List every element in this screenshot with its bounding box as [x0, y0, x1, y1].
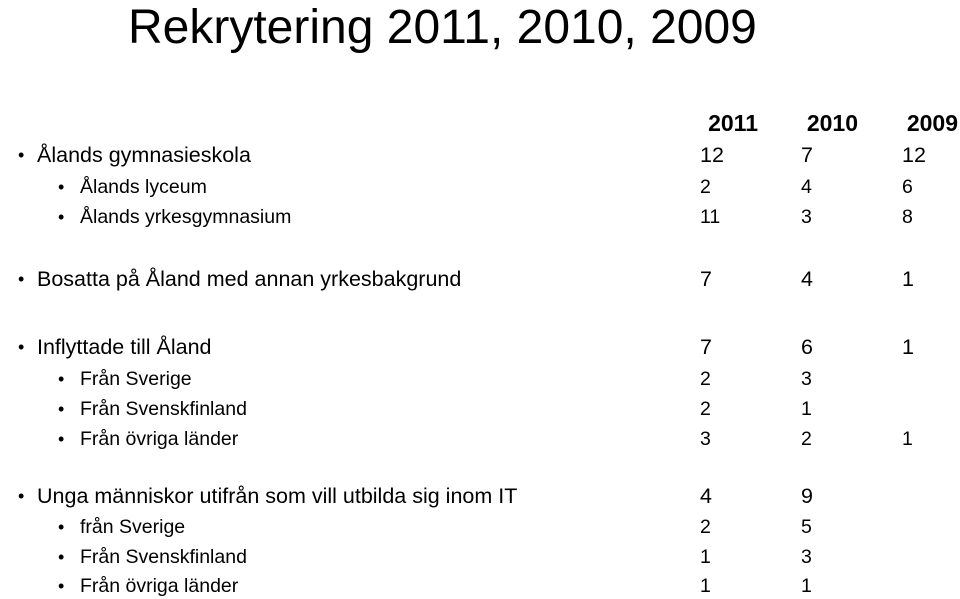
page-title: Rekrytering 2011, 2010, 2009 [128, 1, 757, 54]
value-2009: 1 [902, 335, 914, 359]
table-row [0, 544, 960, 570]
bullet-icon: • [18, 145, 25, 165]
bullet-icon: • [58, 517, 65, 537]
value-2009: 12 [902, 143, 926, 167]
value-2010: 3 [801, 368, 812, 390]
value-2011: 4 [700, 484, 712, 508]
value-2010: 9 [801, 484, 813, 508]
bullet-icon: • [18, 337, 25, 357]
value-2010: 3 [801, 546, 812, 568]
value-2009: 1 [902, 267, 914, 291]
bullet-icon: • [58, 547, 65, 567]
table-row [0, 426, 960, 452]
value-2011: 2 [700, 516, 711, 538]
value-2009: 8 [902, 206, 913, 228]
value-2010: 1 [801, 398, 812, 420]
value-2011: 1 [700, 575, 711, 597]
value-2010: 1 [801, 575, 812, 597]
bullet-icon: • [18, 269, 25, 289]
value-2010: 5 [801, 516, 812, 538]
bullet-icon: • [58, 429, 65, 449]
value-2011: 2 [700, 368, 711, 390]
table-row [0, 204, 960, 230]
row-label: Unga människor utifrån som vill utbilda sig inom IT [37, 484, 518, 508]
row-label: från Sverige [80, 516, 186, 538]
bullet-icon: • [58, 369, 65, 389]
table-row [0, 174, 960, 200]
value-2011: 2 [700, 176, 711, 198]
value-2011: 2 [700, 398, 711, 420]
value-2011: 1 [700, 546, 711, 568]
value-2010: 6 [801, 335, 813, 359]
bullet-icon: • [58, 399, 65, 419]
value-2011: 3 [700, 428, 711, 450]
bullet-icon: • [58, 207, 65, 227]
value-2011: 12 [700, 143, 724, 167]
row-label: Från övriga länder [80, 575, 239, 597]
row-label: Ålands gymnasieskola [37, 143, 251, 167]
row-label: Ålands yrkesgymnasium [80, 206, 292, 228]
row-label: Ålands lyceum [80, 176, 207, 198]
value-2010: 3 [801, 206, 812, 228]
table-row [0, 266, 960, 292]
bullet-icon: • [18, 486, 25, 506]
value-2011: 11 [700, 206, 721, 228]
row-label: Inflyttade till Åland [37, 335, 212, 359]
row-label: Bosatta på Åland med annan yrkesbakgrund [37, 267, 462, 291]
value-2009: 6 [902, 176, 913, 198]
value-2010: 4 [801, 176, 812, 198]
value-2010: 2 [801, 428, 812, 450]
row-label: Från Sverige [80, 368, 192, 390]
row-label: Från Svenskfinland [80, 546, 247, 568]
row-label: Från övriga länder [80, 428, 239, 450]
value-2011: 7 [700, 335, 712, 359]
row-label: Från Svenskfinland [80, 398, 247, 420]
table-row [0, 334, 960, 360]
table-row [0, 366, 960, 392]
value-2010: 4 [801, 267, 813, 291]
bullet-icon: • [58, 576, 65, 596]
table-row [0, 573, 960, 599]
year-header-row [0, 109, 960, 137]
table-row [0, 142, 960, 168]
year-header-2010: 2010 [806, 110, 858, 136]
year-header-2011: 2011 [708, 110, 758, 136]
value-2009: 1 [902, 428, 913, 450]
year-header-2009: 2009 [906, 110, 958, 136]
bullet-icon: • [58, 177, 65, 197]
table-row [0, 483, 960, 509]
table-row [0, 514, 960, 540]
table-row [0, 396, 960, 422]
value-2010: 7 [801, 143, 813, 167]
value-2011: 7 [700, 267, 712, 291]
